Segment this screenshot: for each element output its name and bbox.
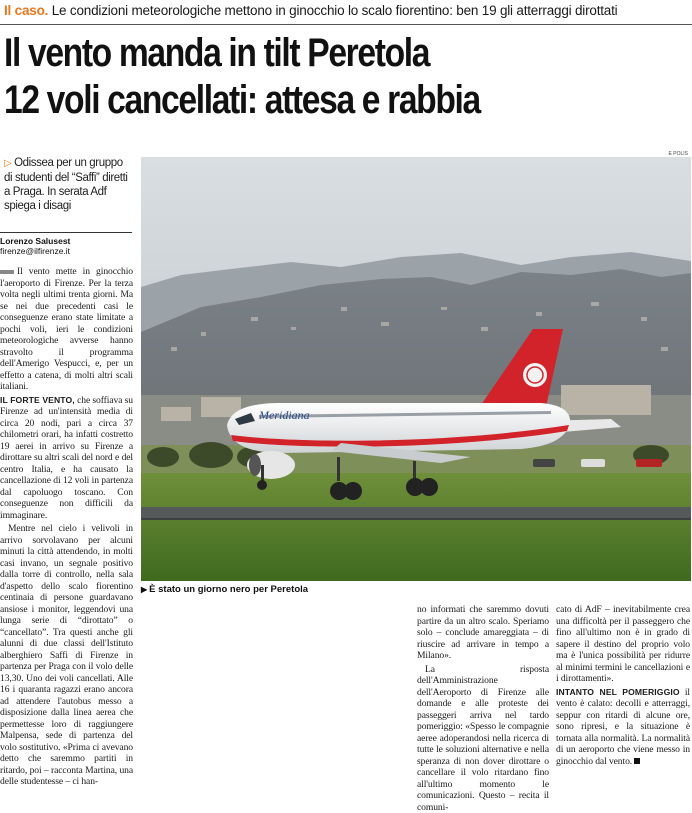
paragraph-text: Mentre nel cielo i velivoli in arrivo sorvolavano per alcuni minuti la città attendendo, in molti casi invano, un segnale positivo dalla torre di controllo, nella sala d'aspetto dello scalo fiorentino centinaia di persone guardavano ansiose i monitor, leggendovi una lunga serie di “dirottato” o “cancellato”. Tra questi anche gli alunni di due classi dell'Istituto alberghiero Saffi di Firenze in partenza per Praga con il volo delle 13,30. Uno dei voli cancellati. Alle 16 i quaranta ragazzi erano ancora ad attendere l'autobus messo a disposizione dalla linea aerea che permettesse loro di raggiungere Malpensa, sede di partenza del volo sostitutivo. «Prima ci avevano detto che saremmo partiti in ritardo, poi – racconta Martina, una delle studentesse – ci han- xyxy=(0,523,133,787)
end-of-article-mark xyxy=(634,758,640,764)
headline-line-1: Il vento manda in tilt Peretola xyxy=(4,30,689,77)
paragraph xyxy=(0,523,133,788)
byline-divider xyxy=(0,232,132,233)
kicker xyxy=(4,2,690,20)
kicker-text: Le condizioni meteorologiche mettono in ginocchio lo scalo fiorentino: ben 19 gli atterraggi dirottati xyxy=(52,3,618,18)
photo-credit: E POLIS xyxy=(669,151,688,157)
paragraph-text: no informati che saremmo dovuti partire da un altro scalo. Speriamo solo – conclude amareggiata – di riuscire ad arrivare in tempo a Milano». xyxy=(417,604,549,661)
byline-author: Lorenzo Salusest xyxy=(0,236,132,246)
photo-caption-text: È stato un giorno nero per Peretola xyxy=(149,584,308,595)
paragraph xyxy=(556,687,690,768)
byline-email: firenze@ilfirenze.it xyxy=(0,246,132,256)
lead-marker xyxy=(0,270,14,274)
paragraph-text: che soffiava su Firenze ad un'intensità media di circa 20 nodi, pari a circa 37 chilometri orari, ha infatti costretto 19 aerei in arrivo su Firenze a dirottare su altri scali del nord e del centro Italia, e ha causato la cancellazione di 12 voli in partenza dal capoluogo toscano. Con conseguenze non difficili da immaginare. xyxy=(0,395,133,521)
headline-line-2: 12 voli cancellati: attesa e rabbia xyxy=(4,77,689,124)
article-column-1 xyxy=(0,266,133,788)
photo-caption xyxy=(141,584,308,595)
paragraph-text: cato di AdF – inevitabilmente crea una difficoltà per il passeggero che fino all'ultimo non è in grado di sapere il destino del proprio volo ma è l'unica possibilità per ridurre al minimi termini le cancellazioni e i dirottamenti». xyxy=(556,604,690,684)
run-in-head: IL FORTE VENTO, xyxy=(0,395,75,405)
kicker-label: Il caso. xyxy=(4,3,48,18)
paragraph xyxy=(0,266,133,393)
paragraph xyxy=(417,664,549,813)
headline xyxy=(4,30,580,124)
byline xyxy=(0,236,132,256)
deck xyxy=(4,156,132,213)
paragraph xyxy=(417,604,549,662)
caption-arrow-icon: ▶ xyxy=(141,585,147,594)
paragraph-text: La risposta dell'Amministrazione dell'Aeroporto di Firenze alle domande e alle proteste dei passeggeri arriva nel tardo pomeriggio: «Spesso le compagnie aeree adoperandosi nella ricerca di tutte le soluzioni alternative e nella speranza di non dover dirottare o cancellare il volo ritardano fino all'ultimo momento le comunicazioni. Questo – recita il comuni- xyxy=(417,664,549,813)
paragraph-text: il vento è calato: decolli e atterraggi, seppur con ritardi di alcune ore, sono ripresi, e la situazione è tornata alla normalità. La normalità di un aeroporto che viene messo in ginocchio dal vento. xyxy=(556,687,690,767)
airplane-photo xyxy=(141,157,691,581)
article-column-2 xyxy=(417,604,549,813)
paragraph xyxy=(0,395,133,522)
photo xyxy=(141,157,691,581)
paragraph xyxy=(556,604,690,685)
airline-logo-text: Meridiana xyxy=(258,408,310,422)
deck-arrow-icon: ▷ xyxy=(4,158,11,169)
kicker-divider xyxy=(0,24,692,25)
deck-text: Odissea per un gruppo di studenti del “Saffi” diretti a Praga. In serata Adf spiega i disagi xyxy=(4,157,128,212)
article-column-3 xyxy=(556,604,690,767)
paragraph-text: Il vento mette in ginocchio l'aeroporto di Firenze. Per la terza volta negli ultimi trenta giorni. Ma se nei due precedenti casi le conseguenze erano state limitate a pochi voli, ieri le condizioni meteorologiche avverse hanno stravolto il programma dell'Amerigo Vespucci, e, per un effetto a catena, di molti altri scali italiani. xyxy=(0,266,133,392)
run-in-head: INTANTO NEL POMERIGGIO xyxy=(556,687,680,697)
